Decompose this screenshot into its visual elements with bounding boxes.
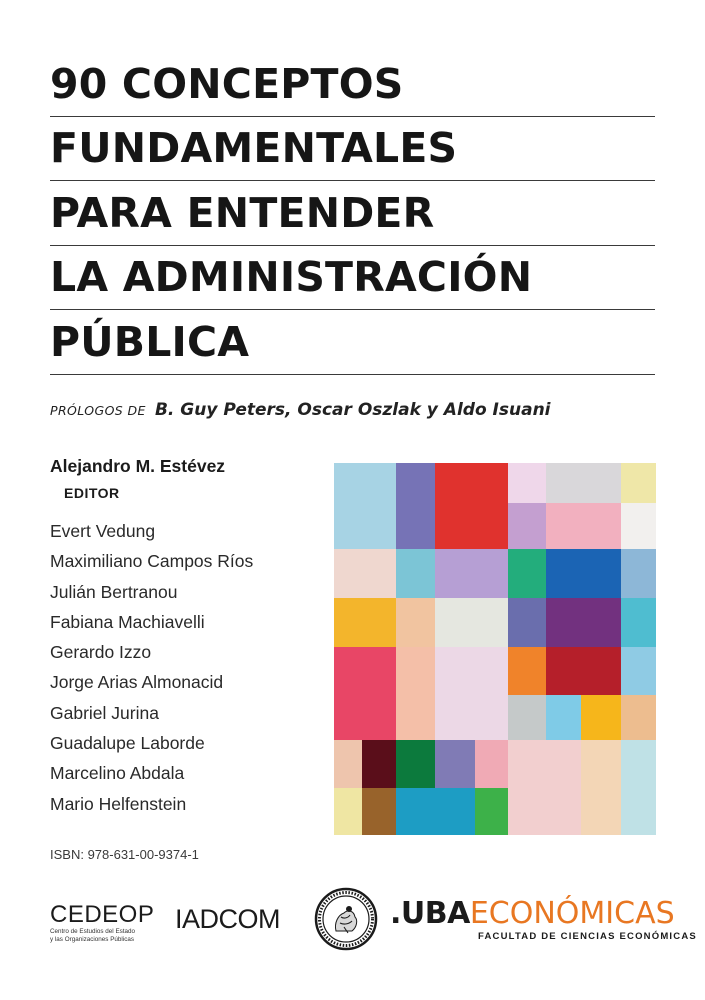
author-name: Mario Helfenstein (50, 793, 187, 814)
title-line (50, 52, 655, 117)
title-text: FUNDAMENTALES (50, 124, 458, 172)
author-name: Marcelino Abdala (50, 763, 185, 784)
cedeop-logo (50, 902, 154, 944)
uba-economicas-logo (390, 898, 697, 942)
university-seal-icon (314, 887, 378, 951)
cedeop-subtitle: Centro de Estudios del Estado (50, 928, 136, 935)
title-line (50, 117, 655, 182)
prologue-authors: B. Guy Peters, Oscar Oszlak y Aldo Isuani (154, 400, 551, 420)
isbn: ISBN: 978-631-00-9374-1 (50, 847, 199, 862)
title-text: LA ADMINISTRACIÓN (50, 253, 533, 301)
title-line (50, 310, 655, 375)
author-list (50, 516, 253, 819)
author-name: Fabiana Machiavelli (50, 611, 205, 632)
iadcom-logo: IADCOM (175, 904, 280, 934)
author-name: Maximiliano Campos Ríos (50, 551, 254, 572)
author-name: Jorge Arias Almonacid (50, 672, 224, 693)
title-line (50, 181, 655, 246)
uba-faculty-subtitle: FACULTAD DE CIENCIAS ECONÓMICAS (478, 931, 697, 942)
title-line (50, 246, 655, 311)
author-name: Julián Bertranou (50, 581, 178, 602)
prologue-lead: PRÓLOGOS DE (50, 403, 146, 418)
title-text: PÚBLICA (50, 317, 250, 366)
book-title (50, 52, 655, 375)
uba-economicas-wordmark: ECONÓMICAS (469, 896, 675, 931)
author-name: Gabriel Jurina (50, 702, 159, 723)
author-name: Gerardo Izzo (50, 642, 152, 663)
editor-role: EDITOR (64, 485, 120, 501)
uba-prefix: .UBA (390, 896, 470, 931)
color-grid-artwork (334, 463, 656, 835)
author-name: Evert Vedung (50, 521, 156, 541)
cedeop-subtitle: y las Organizaciones Públicas (50, 936, 134, 943)
prologue-credits (50, 400, 551, 420)
title-text: PARA ENTENDER (50, 188, 435, 237)
editor-name: Alejandro M. Estévez (50, 456, 226, 476)
cedeop-wordmark: CEDEOP (50, 901, 155, 928)
title-text: 90 CONCEPTOS (50, 59, 404, 108)
author-name: Guadalupe Laborde (50, 733, 205, 754)
